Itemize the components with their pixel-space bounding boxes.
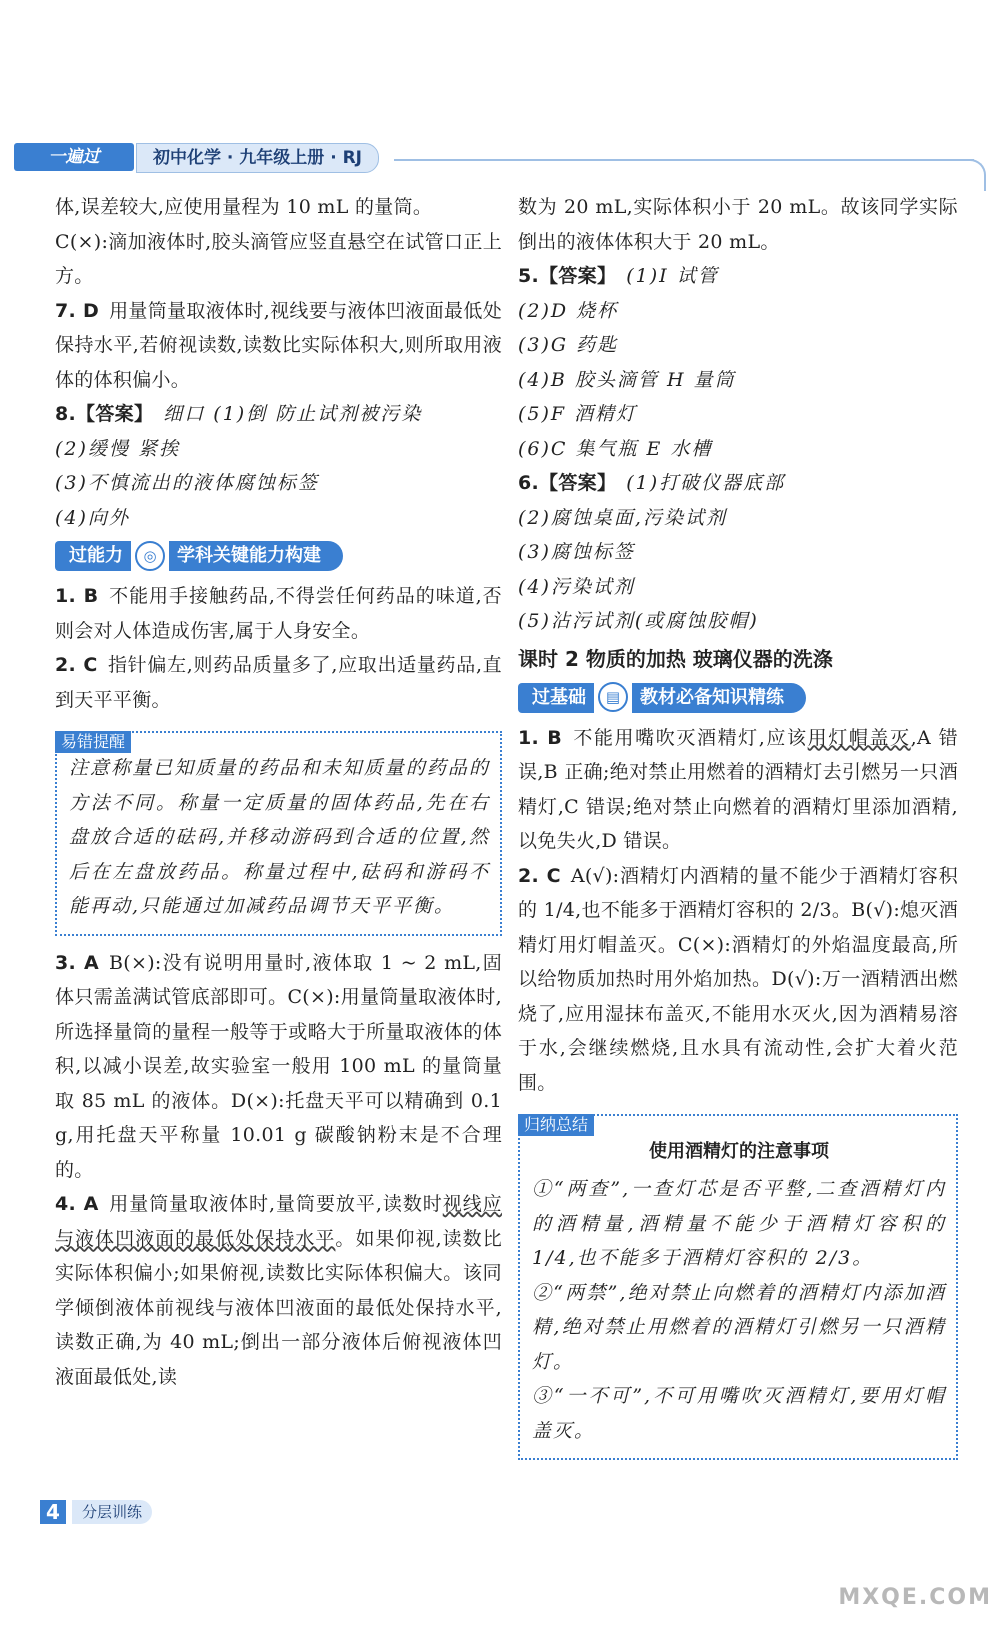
answer-8 (55, 397, 502, 432)
right-column (518, 190, 958, 1470)
underlined-text: 视线应与液体凹液面的最低处保持水平 (55, 1193, 502, 1250)
answer-number: 5.【答案】 (518, 265, 617, 287)
summary-box (518, 1114, 958, 1460)
top-margin (0, 0, 1000, 150)
text-line: 数为 20 mL,实际体积小于 20 mL。故该同学实际倒出的液体体积大于 20 mL。 (518, 196, 958, 253)
answer-line: (6)C 集气瓶 E 水槽 (518, 437, 713, 460)
answer-1 (518, 721, 958, 859)
tip-box-tag: 易错提醒 (55, 731, 131, 753)
page-footer (40, 1500, 180, 1524)
summary-item: ③“一不可”,不可用嘴吹灭酒精灯,要用灯帽盖灭。 (532, 1385, 946, 1442)
answer-2 (518, 859, 958, 1101)
answer-3 (55, 946, 502, 1188)
book-title: 初中化学 · 九年级上册 · RJ (136, 143, 379, 173)
answer-number: 2. C (55, 654, 98, 676)
answer-number: 7. D (55, 299, 100, 322)
header-rule (394, 159, 974, 161)
section-label: 过能力 (55, 541, 131, 571)
series-logo: 一遍过 (14, 143, 134, 171)
answer-line: (4)向外 (55, 506, 130, 529)
answer-text: ,A 错误,B 正确;绝对禁止用燃着的酒精灯去引燃另一只酒精灯,C 错误;绝对禁止向燃着的酒精灯里添加酒精,以免失火,D 错误。 (518, 726, 958, 852)
answer-text: A(√):酒精灯内酒精的量不能少于酒精灯容积的 1/4,也不能多于酒精灯容积的 2/3。B(√):熄灭酒精灯用灯帽盖灭。C(×):酒精灯的外焰温度最高,所以给物质加热时用外焰加热。D(√):万一酒精洒出燃烧了,应用湿抹布盖灭,不能用水灭火,因为酒精易溶于水,会继续燃烧,且水具有流动性,会扩大着火范围。 (518, 864, 959, 1094)
answer-line: (2)D 烧杯 (518, 299, 619, 322)
tip-box-text: 注意称量已知质量的药品和未知质量的药品的方法不同。称量一定质量的固体药品,先在右盘放合适的砝码,并移动游码到合适的位置,然后在左盘放药品。称量过程中,砝码和游码不能再动,只能通过加减药品调节天平平衡。 (69, 757, 490, 917)
answer-text: 不能用嘴吹灭酒精灯,应该 (572, 726, 808, 749)
header-rule-corner (964, 159, 986, 191)
answer-line: (3)不慎流出的液体腐蚀标签 (55, 472, 319, 494)
answer-number: 1. B (518, 726, 563, 749)
medal-icon: ◎ (135, 541, 165, 571)
answer-line: (4)污染试剂 (518, 575, 635, 598)
answer-2 (55, 648, 502, 717)
answer-text: B(×):没有说明用量时,液体取 1 ~ 2 mL,固体只需盖满试管底部即可。C(×):用量筒量取液体时,所选择量筒的量程一般等于或略大于所量取液体的体积,以减小误差,故实验室一般用 100 mL 的量筒量取 85 mL 的液体。D(×):托盘天平可以精确到 0.1 g,用托盘天平称量 10.01 g 碳酸钠粉末是不合理的。 (55, 951, 502, 1181)
answer-number: 6.【答案】 (518, 472, 617, 494)
section-banner-ability (55, 541, 502, 573)
answer-text: 。如果仰视,读数比实际体积偏小;如果俯视,读数比实际体积偏大。该同学倾倒液体前视线与液体凹液面的最低处保持水平,读数正确,为 40 mL;倒出一部分液体后俯视液体凹液面最低处,读 (55, 1227, 502, 1388)
answer-line: (4)B 胶头滴管 H 量筒 (518, 368, 736, 391)
answer-number: 3. A (55, 951, 100, 974)
notebook-icon: ▤ (598, 682, 628, 712)
answer-number: 8.【答案】 (55, 403, 154, 425)
underlined-text: 用灯帽盖灭 (807, 726, 911, 749)
answer-line: (2)缓慢 紧挨 (55, 437, 180, 460)
answer-text: 用量筒量取液体时,量筒要放平,读数时 (108, 1193, 443, 1215)
answer-text: 指针偏左,则药品质量多了,应取出适量药品,直到天平平衡。 (55, 654, 502, 711)
answer-1 (55, 579, 502, 648)
answer-line: (3)腐蚀标签 (518, 541, 635, 563)
answer-5 (518, 259, 958, 294)
summary-item: ②“两禁”,绝对禁止向燃着的酒精灯内添加酒精,绝对禁止用燃着的酒精灯引燃另一只酒精灯。 (532, 1281, 946, 1373)
page-number: 4 (40, 1500, 66, 1524)
section-subtitle: 学科关键能力构建 (169, 541, 343, 571)
answer-text: 用量筒量取液体时,视线要与液体凹液面最低处保持水平,若俯视读数,读数比实际体积大,则所取用液体的体积偏小。 (55, 299, 502, 391)
summary-item: ①“两查”,一查灯芯是否平整,二查酒精灯内的酒精量,酒精量不能少于酒精灯容积的 1/4,也不能多于酒精灯容积的 2/3。 (532, 1178, 946, 1269)
lesson-title: 课时 2 物质的加热 玻璃仪器的洗涤 (518, 646, 833, 671)
answer-text: (1)打破仪器底部 (626, 472, 786, 494)
answer-number: 4. A (55, 1193, 99, 1215)
answer-6 (518, 466, 958, 501)
section-label: 过基础 (518, 683, 594, 713)
tip-box (55, 731, 502, 936)
answer-text: 细口 (1)倒 防止试剂被污染 (163, 403, 423, 425)
answer-line: (5)F 酒精灯 (518, 403, 638, 425)
page-header (14, 141, 984, 175)
answer-4 (55, 1187, 502, 1394)
text-line: 体,误差较大,应使用量程为 10 mL 的量筒。 (55, 196, 433, 218)
answer-number: 1. B (55, 585, 99, 607)
left-column (55, 190, 502, 1394)
summary-box-title: 使用酒精灯的注意事项 (649, 1141, 829, 1162)
answer-number: 2. C (518, 864, 561, 887)
section-subtitle: 教材必备知识精练 (632, 683, 806, 713)
answer-line: (3)G 药匙 (518, 334, 619, 356)
watermark: MXQE.COM (838, 1585, 992, 1610)
text-line: C(×):滴加液体时,胶头滴管应竖直悬空在试管口正上方。 (55, 230, 502, 287)
answer-line: (2)腐蚀桌面,污染试剂 (518, 506, 727, 529)
summary-box-tag: 归纳总结 (518, 1114, 594, 1136)
answer-text: 不能用手接触药品,不得尝任何药品的味道,否则会对人体造成伤害,属于人身安全。 (55, 585, 502, 642)
footer-label: 分层训练 (72, 1500, 152, 1524)
answer-text: (1)I 试管 (626, 265, 719, 287)
answer-7 (55, 294, 502, 398)
section-banner-basics (518, 683, 958, 715)
answer-line: (5)沾污试剂(或腐蚀胶帽) (518, 610, 759, 632)
